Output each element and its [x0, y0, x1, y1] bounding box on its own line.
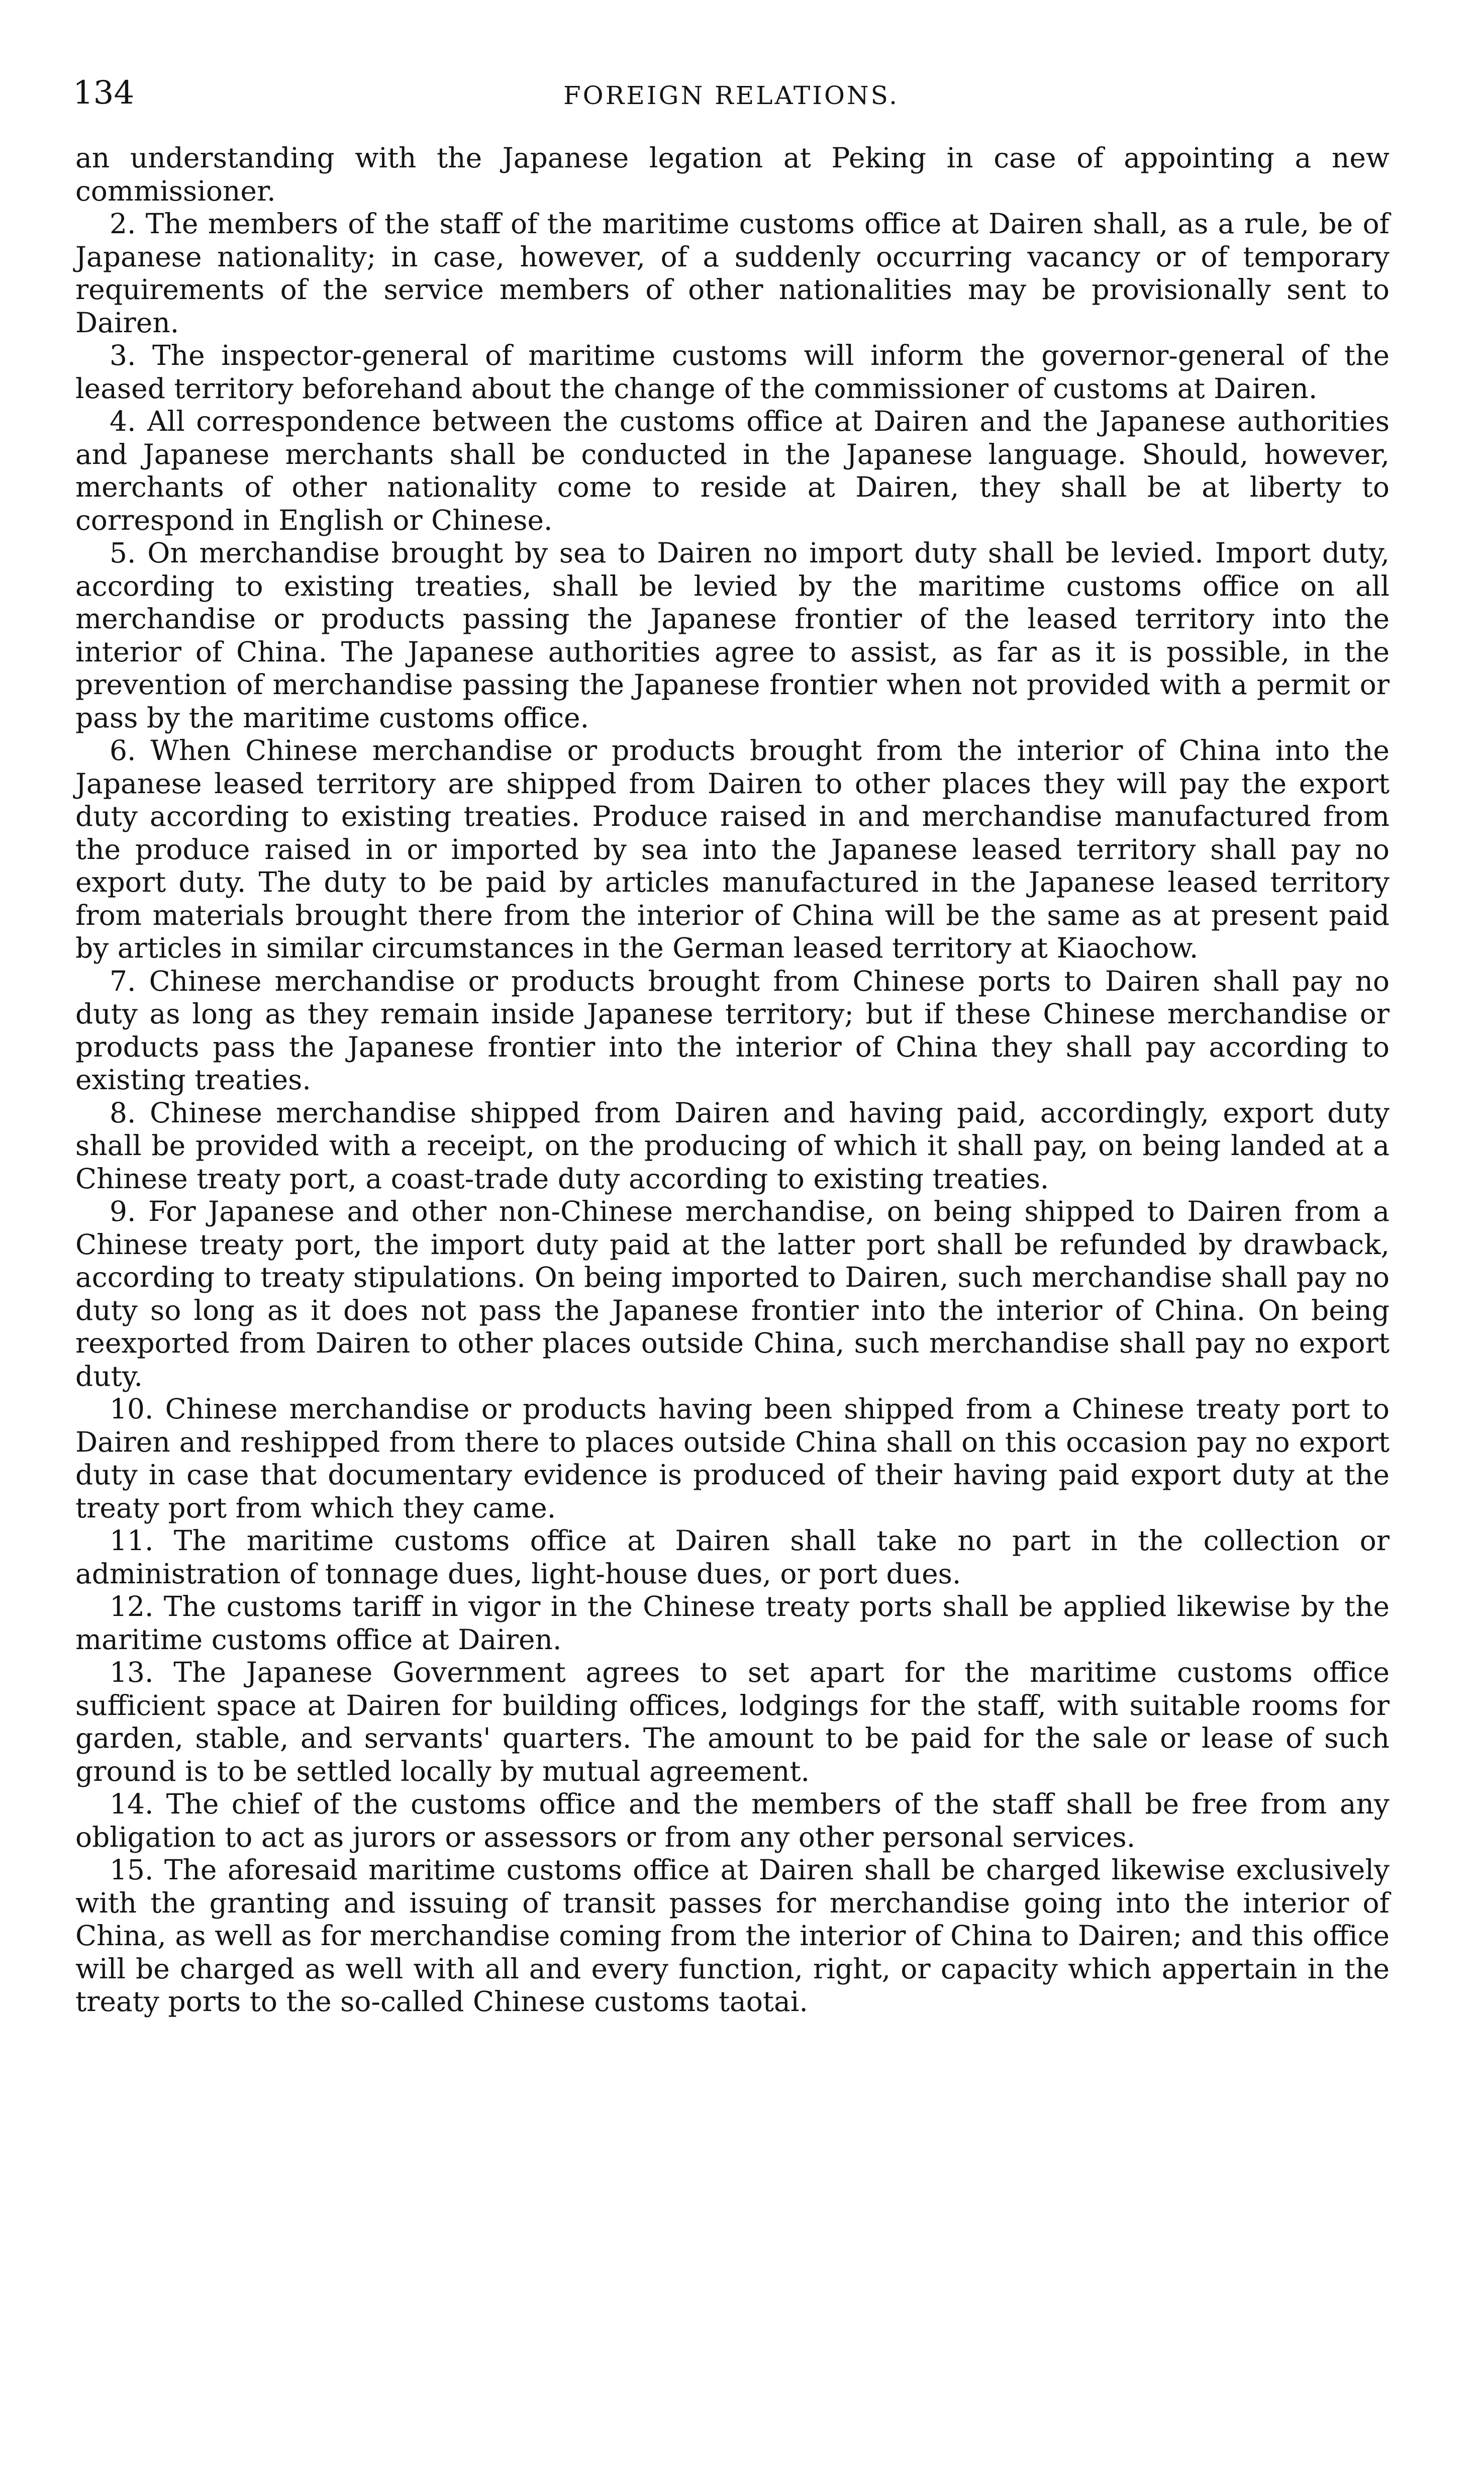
article-11: 11. The maritime customs office at Dairen shall take no part in the collection or administration of tonnage dues, light-house dues, or port dues.: [75, 1524, 1390, 1590]
article-8: 8. Chinese merchandise shipped from Dairen and having paid, accordingly, export duty shall be provided with a receipt, on the producing of which it shall pay, on being landed at a Chinese treaty port, a coast-trade duty according to existing treaties.: [75, 1096, 1390, 1195]
article-10: 10. Chinese merchandise or products having been shipped from a Chinese treaty port to Dairen and reshipped from there to places outside China shall on this occasion pay no export duty in case that documentary evidence is produced of their having paid export duty at the treaty port from which they came.: [75, 1393, 1390, 1524]
article-4: 4. All correspondence between the customs office at Dairen and the Japanese authorities and Japanese merchants shall be conducted in the Japanese language. Should, however, merchants of other nationality come to reside at Dairen, they shall be at liberty to correspond in English or Chinese.: [75, 405, 1390, 536]
article-13: 13. The Japanese Government agrees to set apart for the maritime customs office sufficient space at Dairen for building offices, lodgings for the staff, with suitable rooms for garden, stable, and servants' quarters. The amount to be paid for the sale or lease of such ground is to be settled locally by mutual agreement.: [75, 1656, 1390, 1787]
article-6: 6. When Chinese merchandise or products brought from the interior of China into the Japanese leased territory are shipped from Dairen to other places they will pay the export duty according to existing treaties. Produce raised in and merchandise manufactured from the produce raised in or imported by sea into the Japanese leased territory shall pay no export duty. The duty to be paid by articles manufactured in the Japanese leased territory from materials brought there from the interior of China will be the same as at present paid by articles in similar circumstances in the German leased territory at Kiaochow.: [75, 734, 1390, 964]
article-14: 14. The chief of the customs office and the members of the staff shall be free from any obligation to act as jurors or assessors or from any other personal services.: [75, 1788, 1390, 1853]
body-text: [75, 142, 1390, 2019]
article-7: 7. Chinese merchandise or products brought from Chinese ports to Dairen shall pay no duty as long as they remain inside Japanese territory; but if these Chinese merchandise or products pass the Japanese frontier into the interior of China they shall pay according to existing treaties.: [75, 965, 1390, 1096]
article-9: 9. For Japanese and other non-Chinese merchandise, on being shipped to Dairen from a Chinese treaty port, the import duty paid at the latter port shall be refunded by drawback, according to treaty stipulations. On being imported to Dairen, such merchandise shall pay no duty so long as it does not pass the Japanese frontier into the interior of China. On being reexported from Dairen to other places outside China, such merchandise shall pay no export duty.: [75, 1195, 1390, 1392]
article-15: 15. The aforesaid maritime customs office at Dairen shall be charged likewise exclusively with the granting and issuing of transit passes for merchandise going into the interior of China, as well as for merchandise coming from the interior of China to Dairen; and this office will be charged as well with all and every function, right, or capacity which appertain in the treaty ports to the so-called Chinese customs taotai.: [75, 1854, 1390, 2018]
article-3: 3. The inspector-general of maritime customs will inform the governor-general of the leased territory beforehand about the change of the commissioner of customs at Dairen.: [75, 339, 1390, 405]
paragraph-continuation: an understanding with the Japanese legation at Peking in case of appointing a new commissioner.: [75, 142, 1390, 207]
article-2: 2. The members of the staff of the maritime customs office at Dairen shall, as a rule, be of Japanese nationality; in case, however, of a suddenly occurring vacancy or of temporary requirements of the service members of other nationalities may be provisionally sent to Dairen.: [75, 208, 1390, 339]
running-head: [73, 75, 1390, 111]
article-12: 12. The customs tariff in vigor in the Chinese treaty ports shall be applied likewise by the maritime customs office at Dairen.: [75, 1590, 1390, 1656]
page-title: FOREIGN RELATIONS.: [563, 81, 900, 110]
article-5: 5. On merchandise brought by sea to Dairen no import duty shall be levied. Import duty, according to existing treaties, shall be levied by the maritime customs office on all merchandise or products passing the Japanese frontier of the leased territory into the interior of China. The Japanese authorities agree to assist, as far as it is possible, in the prevention of merchandise passing the Japanese frontier when not provided with a permit or pass by the maritime customs office.: [75, 537, 1390, 734]
page-number: 134: [73, 74, 135, 112]
